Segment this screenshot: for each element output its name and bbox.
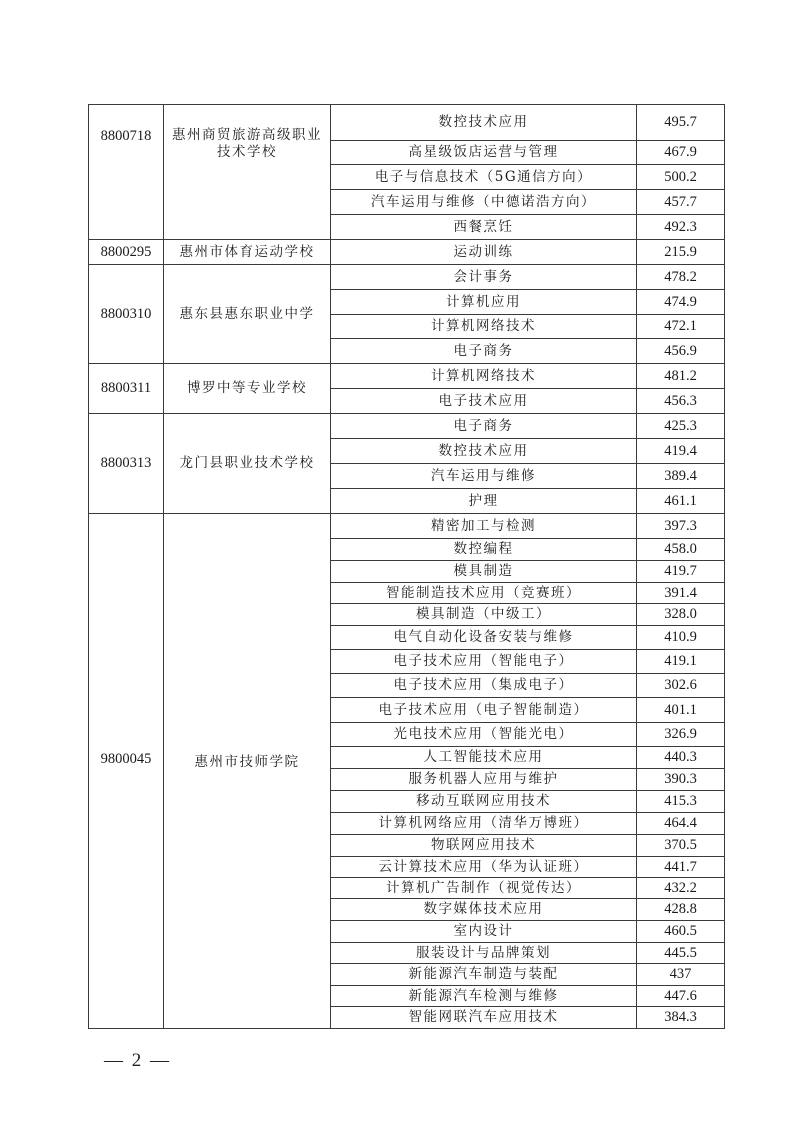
admission-scores-table — [88, 104, 725, 1029]
major-name: 电子技术应用（智能电子） — [331, 650, 637, 674]
major-name: 电子与信息技术（5G通信方向） — [331, 165, 637, 190]
major-name: 高星级饭店运营与管理 — [331, 141, 637, 165]
major-score: 461.1 — [637, 489, 725, 514]
major-name: 护理 — [331, 489, 637, 514]
major-score: 437 — [637, 964, 725, 986]
major-score: 472.1 — [637, 315, 725, 339]
major-name: 服务机器人应用与维护 — [331, 769, 637, 791]
major-name: 服装设计与品牌策划 — [331, 943, 637, 964]
major-name: 人工智能技术应用 — [331, 747, 637, 769]
major-score: 460.5 — [637, 921, 725, 943]
major-score: 415.3 — [637, 791, 725, 813]
major-score: 384.3 — [637, 1007, 725, 1029]
major-score: 456.9 — [637, 339, 725, 364]
major-name: 模具制造（中级工） — [331, 604, 637, 626]
major-name: 电子商务 — [331, 414, 637, 439]
major-score: 390.3 — [637, 769, 725, 791]
major-name: 电子技术应用（电子智能制造） — [331, 698, 637, 723]
school-code: 8800313 — [89, 414, 164, 514]
major-score: 464.4 — [637, 813, 725, 835]
major-score: 425.3 — [637, 414, 725, 439]
major-score: 467.9 — [637, 141, 725, 165]
school-name: 博罗中等专业学校 — [164, 364, 331, 414]
table-row — [89, 514, 725, 539]
major-name: 汽车运用与维修 — [331, 464, 637, 489]
major-score: 419.4 — [637, 439, 725, 464]
major-score: 328.0 — [637, 604, 725, 626]
major-name: 西餐烹饪 — [331, 215, 637, 240]
major-name: 电气自动化设备安装与维修 — [331, 626, 637, 650]
school-code: 8800718 — [89, 105, 164, 240]
major-score: 447.6 — [637, 986, 725, 1007]
major-name: 数控技术应用 — [331, 439, 637, 464]
major-score: 441.7 — [637, 857, 725, 878]
school-name: 惠州市技师学院 — [164, 514, 331, 1029]
major-name: 云计算技术应用（华为认证班） — [331, 857, 637, 878]
school-code: 9800045 — [89, 514, 164, 1029]
major-score: 326.9 — [637, 723, 725, 747]
major-name: 智能制造技术应用（竞赛班） — [331, 583, 637, 604]
major-name: 计算机广告制作（视觉传达） — [331, 878, 637, 899]
page-number: — 2 — — [104, 1050, 171, 1071]
major-score: 458.0 — [637, 539, 725, 561]
school-name: 惠州商贸旅游高级职业技术学校 — [164, 105, 331, 240]
major-name: 数字媒体技术应用 — [331, 899, 637, 921]
school-code: 8800311 — [89, 364, 164, 414]
major-score: 215.9 — [637, 240, 725, 265]
major-name: 计算机网络应用（清华万博班） — [331, 813, 637, 835]
major-score: 397.3 — [637, 514, 725, 539]
major-score: 428.8 — [637, 899, 725, 921]
major-score: 445.5 — [637, 943, 725, 964]
major-score: 457.7 — [637, 190, 725, 215]
major-score: 478.2 — [637, 265, 725, 290]
major-name: 新能源汽车检测与维修 — [331, 986, 637, 1007]
major-name: 数控编程 — [331, 539, 637, 561]
table-row — [89, 265, 725, 290]
major-score: 495.7 — [637, 105, 725, 141]
table-row — [89, 105, 725, 141]
major-name: 电子技术应用 — [331, 389, 637, 414]
major-name: 电子商务 — [331, 339, 637, 364]
major-name: 模具制造 — [331, 561, 637, 583]
major-name: 数控技术应用 — [331, 105, 637, 141]
major-score: 410.9 — [637, 626, 725, 650]
major-score: 500.2 — [637, 165, 725, 190]
major-name: 计算机应用 — [331, 290, 637, 315]
major-score: 440.3 — [637, 747, 725, 769]
major-name: 精密加工与检测 — [331, 514, 637, 539]
major-score: 302.6 — [637, 674, 725, 698]
major-name: 室内设计 — [331, 921, 637, 943]
major-score: 401.1 — [637, 698, 725, 723]
major-name: 物联网应用技术 — [331, 835, 637, 857]
major-name: 光电技术应用（智能光电） — [331, 723, 637, 747]
major-name: 智能网联汽车应用技术 — [331, 1007, 637, 1029]
major-score: 419.7 — [637, 561, 725, 583]
major-name: 汽车运用与维修（中德诺浩方向） — [331, 190, 637, 215]
table-row — [89, 364, 725, 389]
major-name: 运动训练 — [331, 240, 637, 265]
school-code: 8800310 — [89, 265, 164, 364]
major-score: 370.5 — [637, 835, 725, 857]
major-score: 474.9 — [637, 290, 725, 315]
major-name: 会计事务 — [331, 265, 637, 290]
major-name: 计算机网络技术 — [331, 315, 637, 339]
major-score: 419.1 — [637, 650, 725, 674]
school-name: 龙门县职业技术学校 — [164, 414, 331, 514]
major-score: 456.3 — [637, 389, 725, 414]
school-name: 惠州市体育运动学校 — [164, 240, 331, 265]
major-name: 新能源汽车制造与装配 — [331, 964, 637, 986]
major-name: 电子技术应用（集成电子） — [331, 674, 637, 698]
table-row — [89, 414, 725, 439]
major-score: 481.2 — [637, 364, 725, 389]
major-name: 移动互联网应用技术 — [331, 791, 637, 813]
table-row — [89, 240, 725, 265]
major-score: 391.4 — [637, 583, 725, 604]
school-name: 惠东县惠东职业中学 — [164, 265, 331, 364]
school-code: 8800295 — [89, 240, 164, 265]
major-score: 432.2 — [637, 878, 725, 899]
major-name: 计算机网络技术 — [331, 364, 637, 389]
major-score: 389.4 — [637, 464, 725, 489]
major-score: 492.3 — [637, 215, 725, 240]
